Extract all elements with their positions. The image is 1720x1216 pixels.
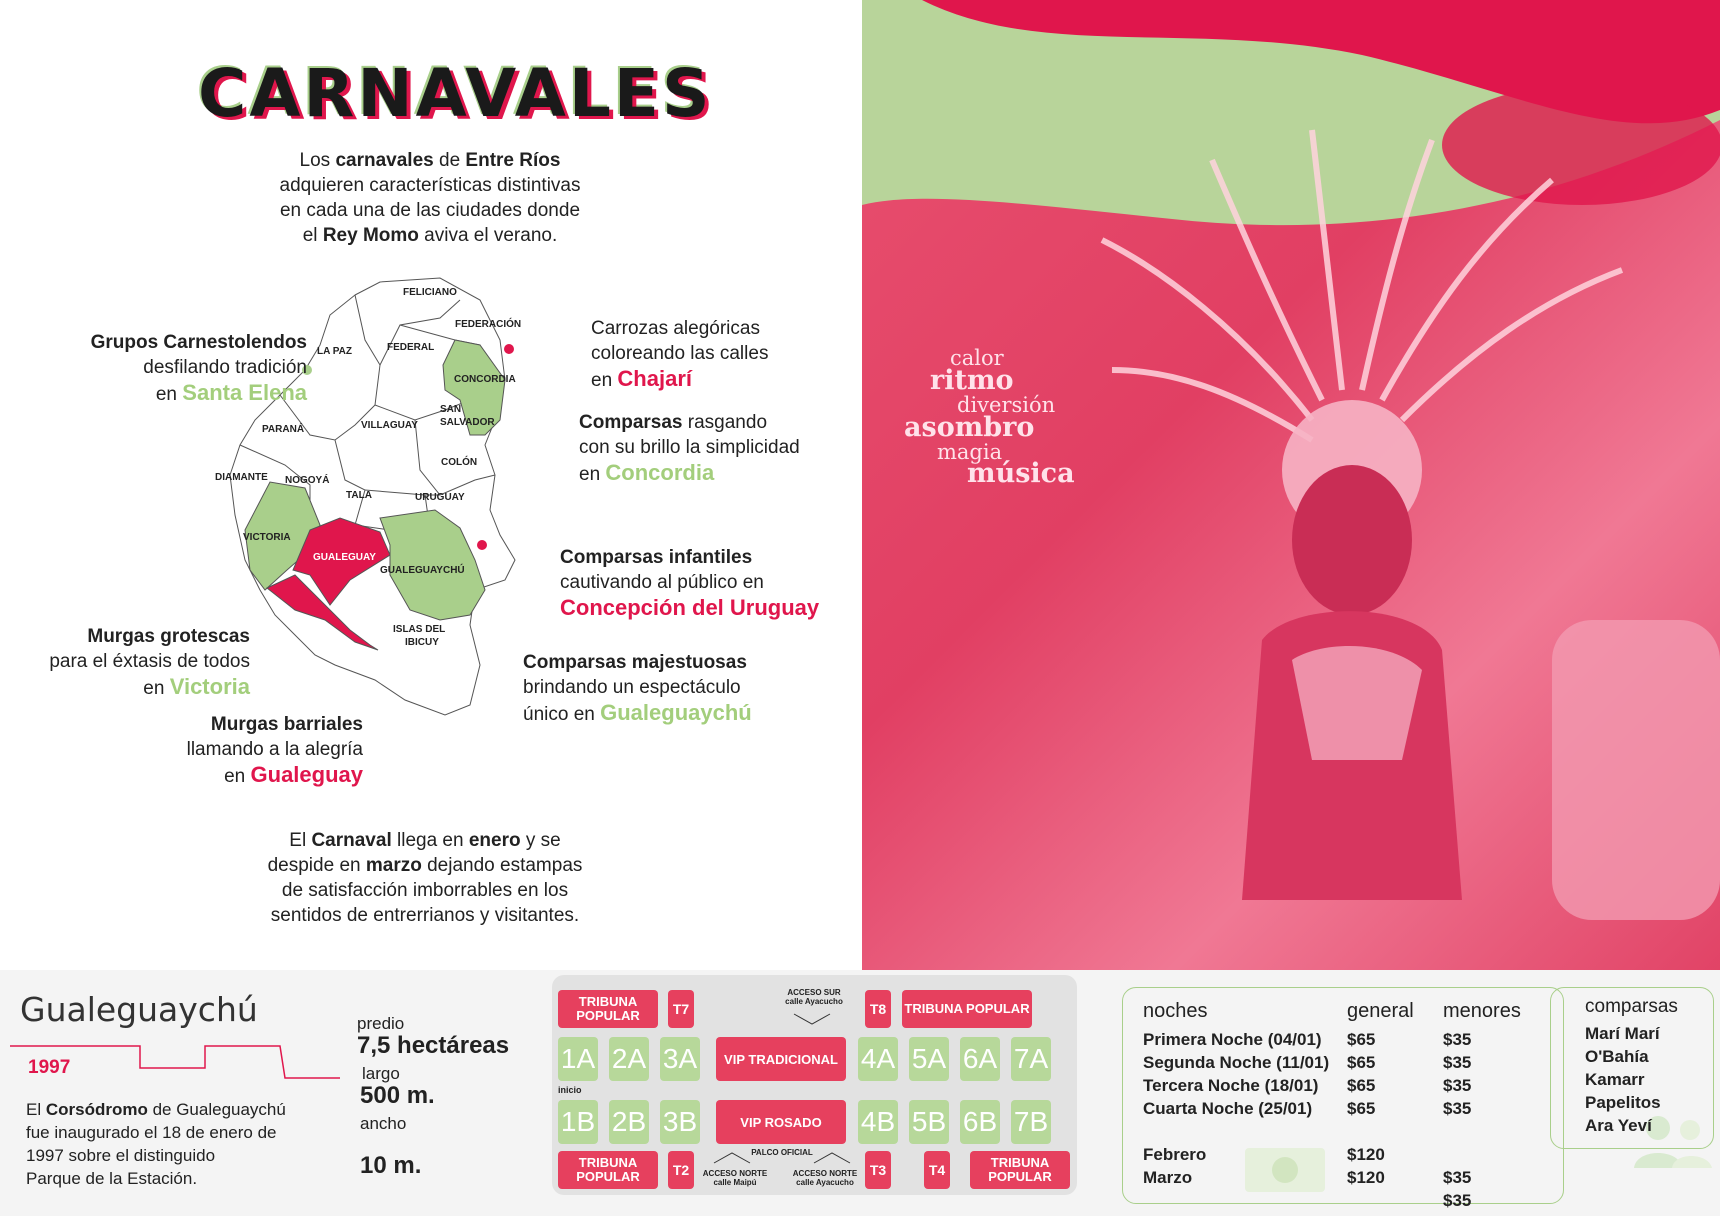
dept-label: SAN: [440, 404, 462, 415]
dept-label: NOGOYÁ: [285, 475, 330, 486]
t2-box: T2: [668, 1151, 694, 1189]
outro-text: El Carnaval llega en enero y se despide en marzo dejando estampas de satisfacción imborrables en los sentidos de entrerrianos y visitantes.: [267, 830, 583, 926]
header-menores: menores: [1443, 1000, 1521, 1022]
tribuna-popular-4: TRIBUNA POPULAR: [970, 1151, 1070, 1189]
box-1b: 1B: [558, 1100, 598, 1144]
dept-label: COLÓN: [441, 457, 478, 468]
box-5b: 5B: [909, 1100, 949, 1144]
caption-santa-elena: Grupos Carnestolendos desfilando tradición en Santa Elena: [90, 332, 307, 405]
dept-label: FEDERAL: [387, 342, 435, 353]
dept-label: LA PAZ: [317, 346, 352, 357]
table-row: $35: [1443, 1190, 1472, 1210]
corsodromo-desc: El Corsódromo de Gualeguaychú fue inaugurado el 18 de enero de 1997 sobre el distinguido Parque de la Estación.: [26, 1100, 286, 1188]
label-predio: predio: [357, 1014, 405, 1033]
dept-label: VILLAGUAY: [361, 420, 418, 431]
page-title: CARNAVALES: [198, 55, 713, 132]
dept-label: URUGUAY: [415, 492, 465, 503]
tribuna-popular-3: TRIBUNA POPULAR: [558, 1151, 658, 1189]
word-calor: calor: [950, 346, 1004, 370]
caption-chajari: Carrozas alegóricas coloreando las calles en Chajarí: [591, 318, 769, 391]
dept-label: VICTORIA: [243, 532, 291, 543]
box-6a: 6A: [960, 1037, 1000, 1081]
label-ancho: ancho: [360, 1114, 407, 1133]
corsodromo-city: Gualeguaychú: [20, 990, 258, 1029]
arrow-down-icon: [792, 1012, 832, 1026]
table-row: [1143, 1120, 1471, 1143]
word-musica: música: [967, 458, 1075, 489]
list-item: Marí Marí: [1585, 1024, 1660, 1043]
value-largo: 500 m.: [360, 1082, 435, 1109]
acceso-norte-ayacucho: ACCESO NORTE calle Ayacucho: [792, 1169, 858, 1187]
corsodromo-plan: [552, 975, 1077, 1195]
t4-box: T4: [924, 1151, 950, 1189]
acceso-sur-label: ACCESO SUR calle Ayacucho: [785, 988, 843, 1006]
dept-label: FELICIANO: [403, 287, 457, 298]
vip-rosado: VIP ROSADO: [716, 1100, 846, 1144]
value-ancho: 10 m.: [360, 1152, 422, 1179]
box-6b: 6B: [960, 1100, 1000, 1144]
box-3b: 3B: [660, 1100, 700, 1144]
list-item: Ara Yeví: [1585, 1116, 1652, 1135]
value-predio: 7,5 hectáreas: [357, 1032, 510, 1059]
comparsas-label: comparsas: [1585, 996, 1678, 1017]
table-row: Cuarta Noche (25/01) $65 $35: [1143, 1098, 1472, 1118]
dept-label: IBICUY: [405, 637, 439, 648]
t7-box: T7: [668, 990, 694, 1028]
table-row: Febrero $120: [1143, 1144, 1385, 1164]
corsodromo-year: 1997: [28, 1057, 71, 1078]
t3-box: T3: [865, 1151, 891, 1189]
list-item: O'Bahía: [1585, 1047, 1649, 1066]
palco-oficial-label: PALCO OFICIAL: [751, 1148, 813, 1157]
box-1a: 1A: [558, 1037, 598, 1081]
dept-label: GUALEGUAYCHÚ: [380, 565, 465, 576]
dept-label: TALA: [346, 490, 372, 501]
box-4b: 4B: [858, 1100, 898, 1144]
header-noches: noches: [1143, 1000, 1208, 1022]
carnival-photo: [862, 0, 1720, 970]
dept-label: SALVADOR: [440, 417, 495, 428]
box-7a: 7A: [1011, 1037, 1051, 1081]
box-7b: 7B: [1011, 1100, 1051, 1144]
dept-label: CONCORDIA: [454, 374, 516, 385]
box-4a: 4A: [858, 1037, 898, 1081]
vip-tradicional: VIP TRADICIONAL: [716, 1037, 846, 1081]
header-general: general: [1347, 1000, 1414, 1022]
caption-concepcion: Comparsas infantiles cautivando al público en Concepción del Uruguay: [560, 547, 820, 620]
box-3a: 3A: [660, 1037, 700, 1081]
table-row: Primera Noche (04/01) $65 $35: [1143, 1029, 1472, 1049]
tribuna-popular-1: TRIBUNA POPULAR: [558, 990, 658, 1028]
caption-gualeguaychu: Comparsas majestuosas brindando un espectáculo único en Gualeguaychú: [523, 652, 752, 725]
dept-label: FEDERACIÓN: [455, 319, 522, 330]
dept-label: PARANÁ: [262, 424, 305, 435]
word-diversion: diversión: [957, 393, 1056, 417]
caption-victoria: Murgas grotescas para el éxtasis de todos en Victoria: [49, 626, 250, 699]
acceso-norte-maipu: ACCESO NORTE calle Maipú: [702, 1169, 768, 1187]
dept-label: ISLAS DEL: [393, 624, 446, 635]
t8-box: T8: [865, 990, 891, 1028]
dept-label: GUALEGUAY: [313, 552, 376, 563]
table-row: Marzo $120 $35: [1143, 1167, 1472, 1187]
table-row: Segunda Noche (11/01) $65 $35: [1143, 1052, 1472, 1072]
box-2a: 2A: [609, 1037, 649, 1081]
comparsas-list: [1585, 1022, 1661, 1137]
prices-table: [1143, 1028, 1471, 1212]
box-5a: 5A: [909, 1037, 949, 1081]
caption-gualeguay: Murgas barriales llamando a la alegría en Gualeguay: [186, 714, 363, 787]
table-row: Tercera Noche (18/01) $65 $35: [1143, 1075, 1472, 1095]
word-ritmo: ritmo: [930, 365, 1014, 396]
label-largo: largo: [362, 1064, 400, 1083]
list-item: Papelitos: [1585, 1093, 1661, 1112]
dept-label: DIAMANTE: [215, 472, 268, 483]
arrow-up-icon: [712, 1151, 852, 1165]
intro-text: Los carnavales de Entre Ríos adquieren características distintivas en cada una de las ciudades donde el Rey Momo aviva el verano.: [279, 150, 581, 246]
inicio-label: inicio: [558, 1085, 582, 1095]
word-magia: magia: [937, 440, 1003, 464]
list-item: Kamarr: [1585, 1070, 1645, 1089]
word-asombro: asombro: [904, 412, 1035, 443]
tribuna-popular-2: TRIBUNA POPULAR: [902, 990, 1032, 1028]
box-2b: 2B: [609, 1100, 649, 1144]
caption-concordia: Comparsas rasgando con su brillo la simplicidad en Concordia: [579, 412, 800, 485]
